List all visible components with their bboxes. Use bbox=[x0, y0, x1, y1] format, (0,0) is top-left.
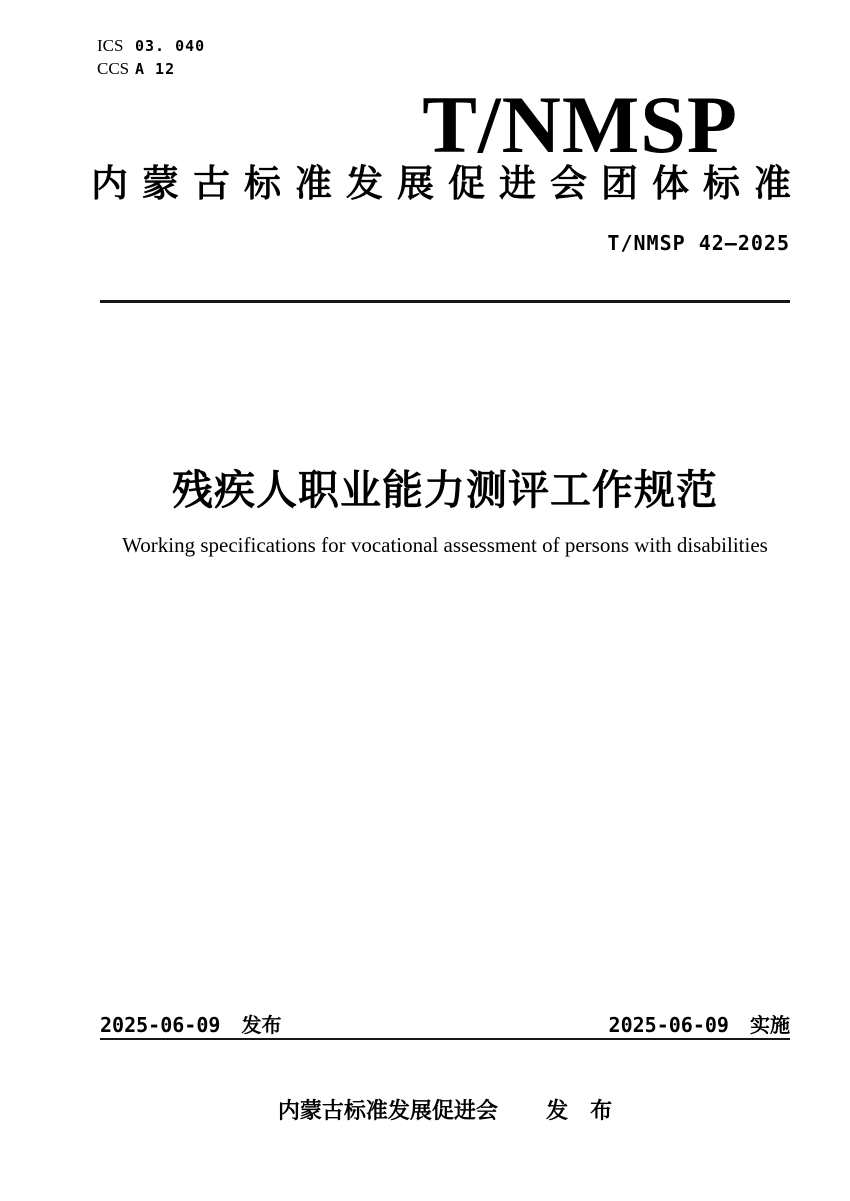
issue-date: 2025-06-09 bbox=[100, 1013, 221, 1037]
ccs-value: A 12 bbox=[135, 60, 176, 78]
implementation-date: 2025-06-09 bbox=[608, 1013, 729, 1037]
classification-block bbox=[97, 36, 205, 82]
issue-label: 发布 bbox=[241, 1015, 282, 1037]
ics-value: 03. 040 bbox=[135, 37, 206, 55]
footer-rule bbox=[100, 1038, 790, 1040]
implementation-label: 实施 bbox=[750, 1015, 790, 1037]
standard-body-logo: T/NMSP bbox=[422, 79, 738, 170]
issue-date-group bbox=[100, 1009, 281, 1038]
dates-row bbox=[100, 1009, 790, 1038]
association-standard-title: 内蒙古标准发展促进会团体标准 bbox=[91, 163, 805, 204]
header-rule bbox=[100, 300, 790, 303]
ccs-row bbox=[97, 59, 205, 82]
standard-number: T/NMSP 42—2025 bbox=[607, 231, 790, 255]
ccs-label: CCS bbox=[97, 59, 130, 78]
ics-row bbox=[97, 36, 205, 59]
publisher-line bbox=[100, 1094, 790, 1125]
document-title-english: Working specifications for vocational assessment of persons with disabilities bbox=[122, 533, 768, 557]
publisher-action: 发 布 bbox=[546, 1098, 613, 1123]
ics-label: ICS bbox=[97, 36, 124, 55]
implementation-date-group bbox=[609, 1009, 790, 1038]
publisher-name: 内蒙古标准发展促进会 bbox=[277, 1098, 498, 1123]
document-title-chinese: 残疾人职业能力测评工作规范 bbox=[172, 467, 718, 513]
